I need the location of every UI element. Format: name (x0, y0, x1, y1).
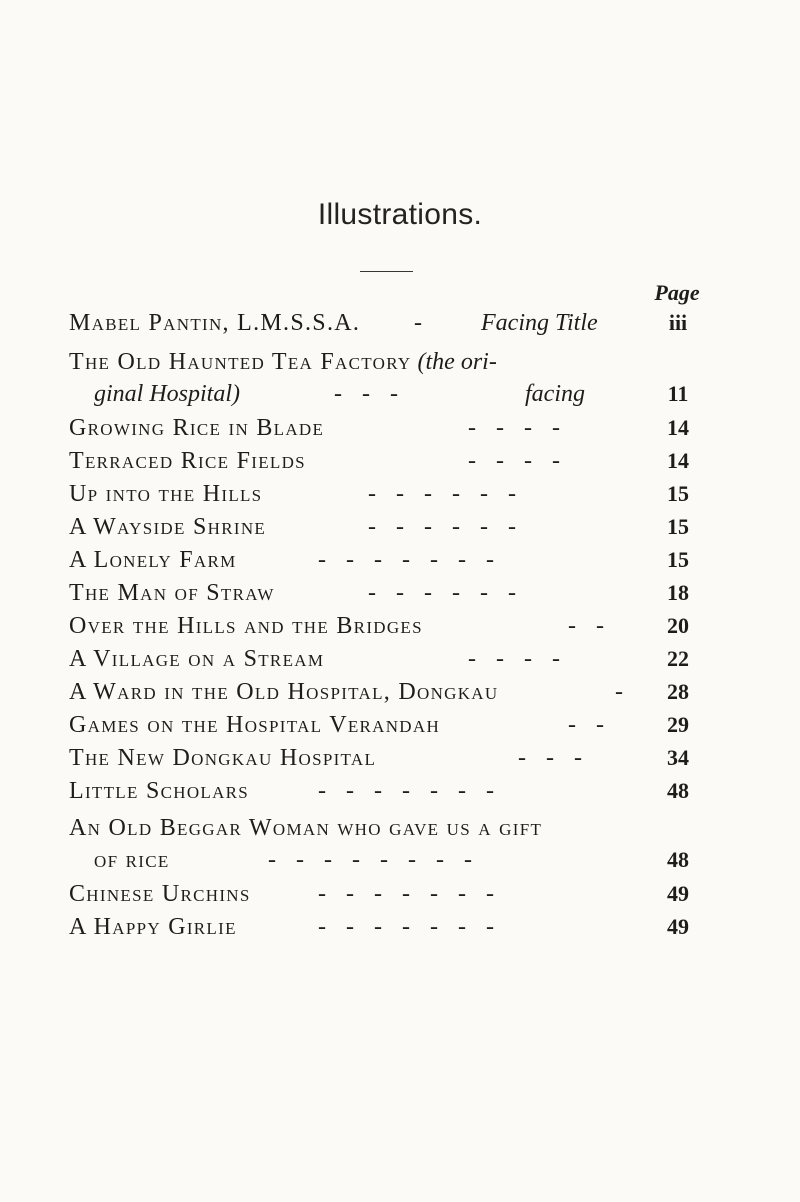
entry-title: Mabel Pantin, L.M.S.S.A. (69, 310, 361, 336)
entry-leader: - - (568, 613, 604, 639)
toc-entry (69, 575, 719, 611)
entry-title: A Happy Girlie (69, 914, 237, 940)
entry-note: facing (525, 381, 585, 407)
entry-leader: - - - - - - - (318, 778, 494, 804)
toc-entry (69, 443, 719, 479)
entry-leader: - - - - (468, 415, 560, 441)
entry-leader: - - - - (468, 646, 560, 672)
page-heading: Illustrations. (317, 198, 483, 231)
entry-title: Up into the Hills (69, 481, 263, 507)
heading-rule (360, 271, 413, 272)
entry-title: The Man of Straw (69, 580, 275, 606)
toc-entry (69, 773, 719, 809)
entry-leader: - - - - (468, 448, 560, 474)
toc-entry (69, 305, 719, 341)
entry-title: A Village on a Stream (69, 646, 325, 672)
entry-leader: - - - - - - (368, 481, 516, 507)
toc-entry-continuation (69, 376, 719, 412)
entry-title-continued: ginal Hospital) (94, 381, 241, 407)
entry-note: Facing Title (481, 310, 598, 336)
entry-page: 18 (667, 580, 689, 605)
entry-leader: - - - - - - - (318, 914, 494, 940)
entry-title: A Ward in the Old Hospital, Dongkau (69, 679, 499, 705)
entry-leader: - - - - - - - - (268, 847, 472, 873)
entry-title: An Old Beggar Woman who gave us a gift (69, 815, 543, 841)
toc-entry (69, 542, 719, 578)
entry-page: 48 (667, 778, 689, 803)
entry-page: 34 (667, 745, 689, 770)
entry-leader: - - - - - - (368, 514, 516, 540)
entry-title: Games on the Hospital Verandah (69, 712, 441, 738)
toc-entry (69, 641, 719, 677)
entry-title: Little Scholars (69, 778, 250, 804)
toc-entry (69, 509, 719, 545)
entry-leader: - - - (334, 381, 398, 407)
entry-page: 14 (667, 448, 689, 473)
entry-page: 29 (667, 712, 689, 737)
entry-title: A Lonely Farm (69, 547, 237, 573)
entry-leader: - - - - - - - (318, 547, 494, 573)
toc-entry (69, 707, 719, 743)
entry-page: 20 (667, 613, 689, 638)
entry-title: Chinese Urchins (69, 881, 251, 907)
toc-entry (69, 876, 719, 912)
entry-page: 11 (667, 381, 689, 406)
entry-page: 49 (667, 914, 689, 939)
entry-title: The New Dongkau Hospital (69, 745, 377, 771)
entry-leader: - - - (518, 745, 582, 771)
entry-page: 28 (667, 679, 689, 704)
toc-entry (69, 810, 719, 846)
entry-page: 14 (667, 415, 689, 440)
entry-leader: - (615, 679, 623, 705)
entry-leader: - - (568, 712, 604, 738)
entry-title-italic: (the ori- (417, 349, 497, 375)
entry-page: 15 (667, 514, 689, 539)
toc-entry (69, 608, 719, 644)
toc-entry (69, 740, 719, 776)
entry-leader: - (414, 310, 422, 336)
entry-title-continued: of rice (94, 847, 170, 873)
entry-page: 49 (667, 881, 689, 906)
entry-page: 48 (667, 847, 689, 872)
entry-leader: - - - - - - (368, 580, 516, 606)
page-column-label: Page (654, 280, 700, 305)
entry-title: Over the Hills and the Bridges (69, 613, 423, 639)
entry-page: 15 (667, 547, 689, 572)
entry-title: Terraced Rice Fields (69, 448, 306, 474)
toc-entry (69, 674, 719, 710)
toc-entry (69, 344, 719, 380)
entry-title: Growing Rice in Blade (69, 415, 325, 441)
entry-page: iii (668, 310, 688, 335)
toc-entry (69, 909, 719, 945)
toc-entry (69, 410, 719, 446)
entry-leader: - - - - - - - (318, 881, 494, 907)
entry-page: 22 (667, 646, 689, 671)
toc-entry (69, 476, 719, 512)
entry-title: A Wayside Shrine (69, 514, 267, 540)
entry-page: 15 (667, 481, 689, 506)
entry-title: The Old Haunted Tea Factory (69, 349, 412, 375)
toc-entry-continuation (69, 842, 719, 878)
